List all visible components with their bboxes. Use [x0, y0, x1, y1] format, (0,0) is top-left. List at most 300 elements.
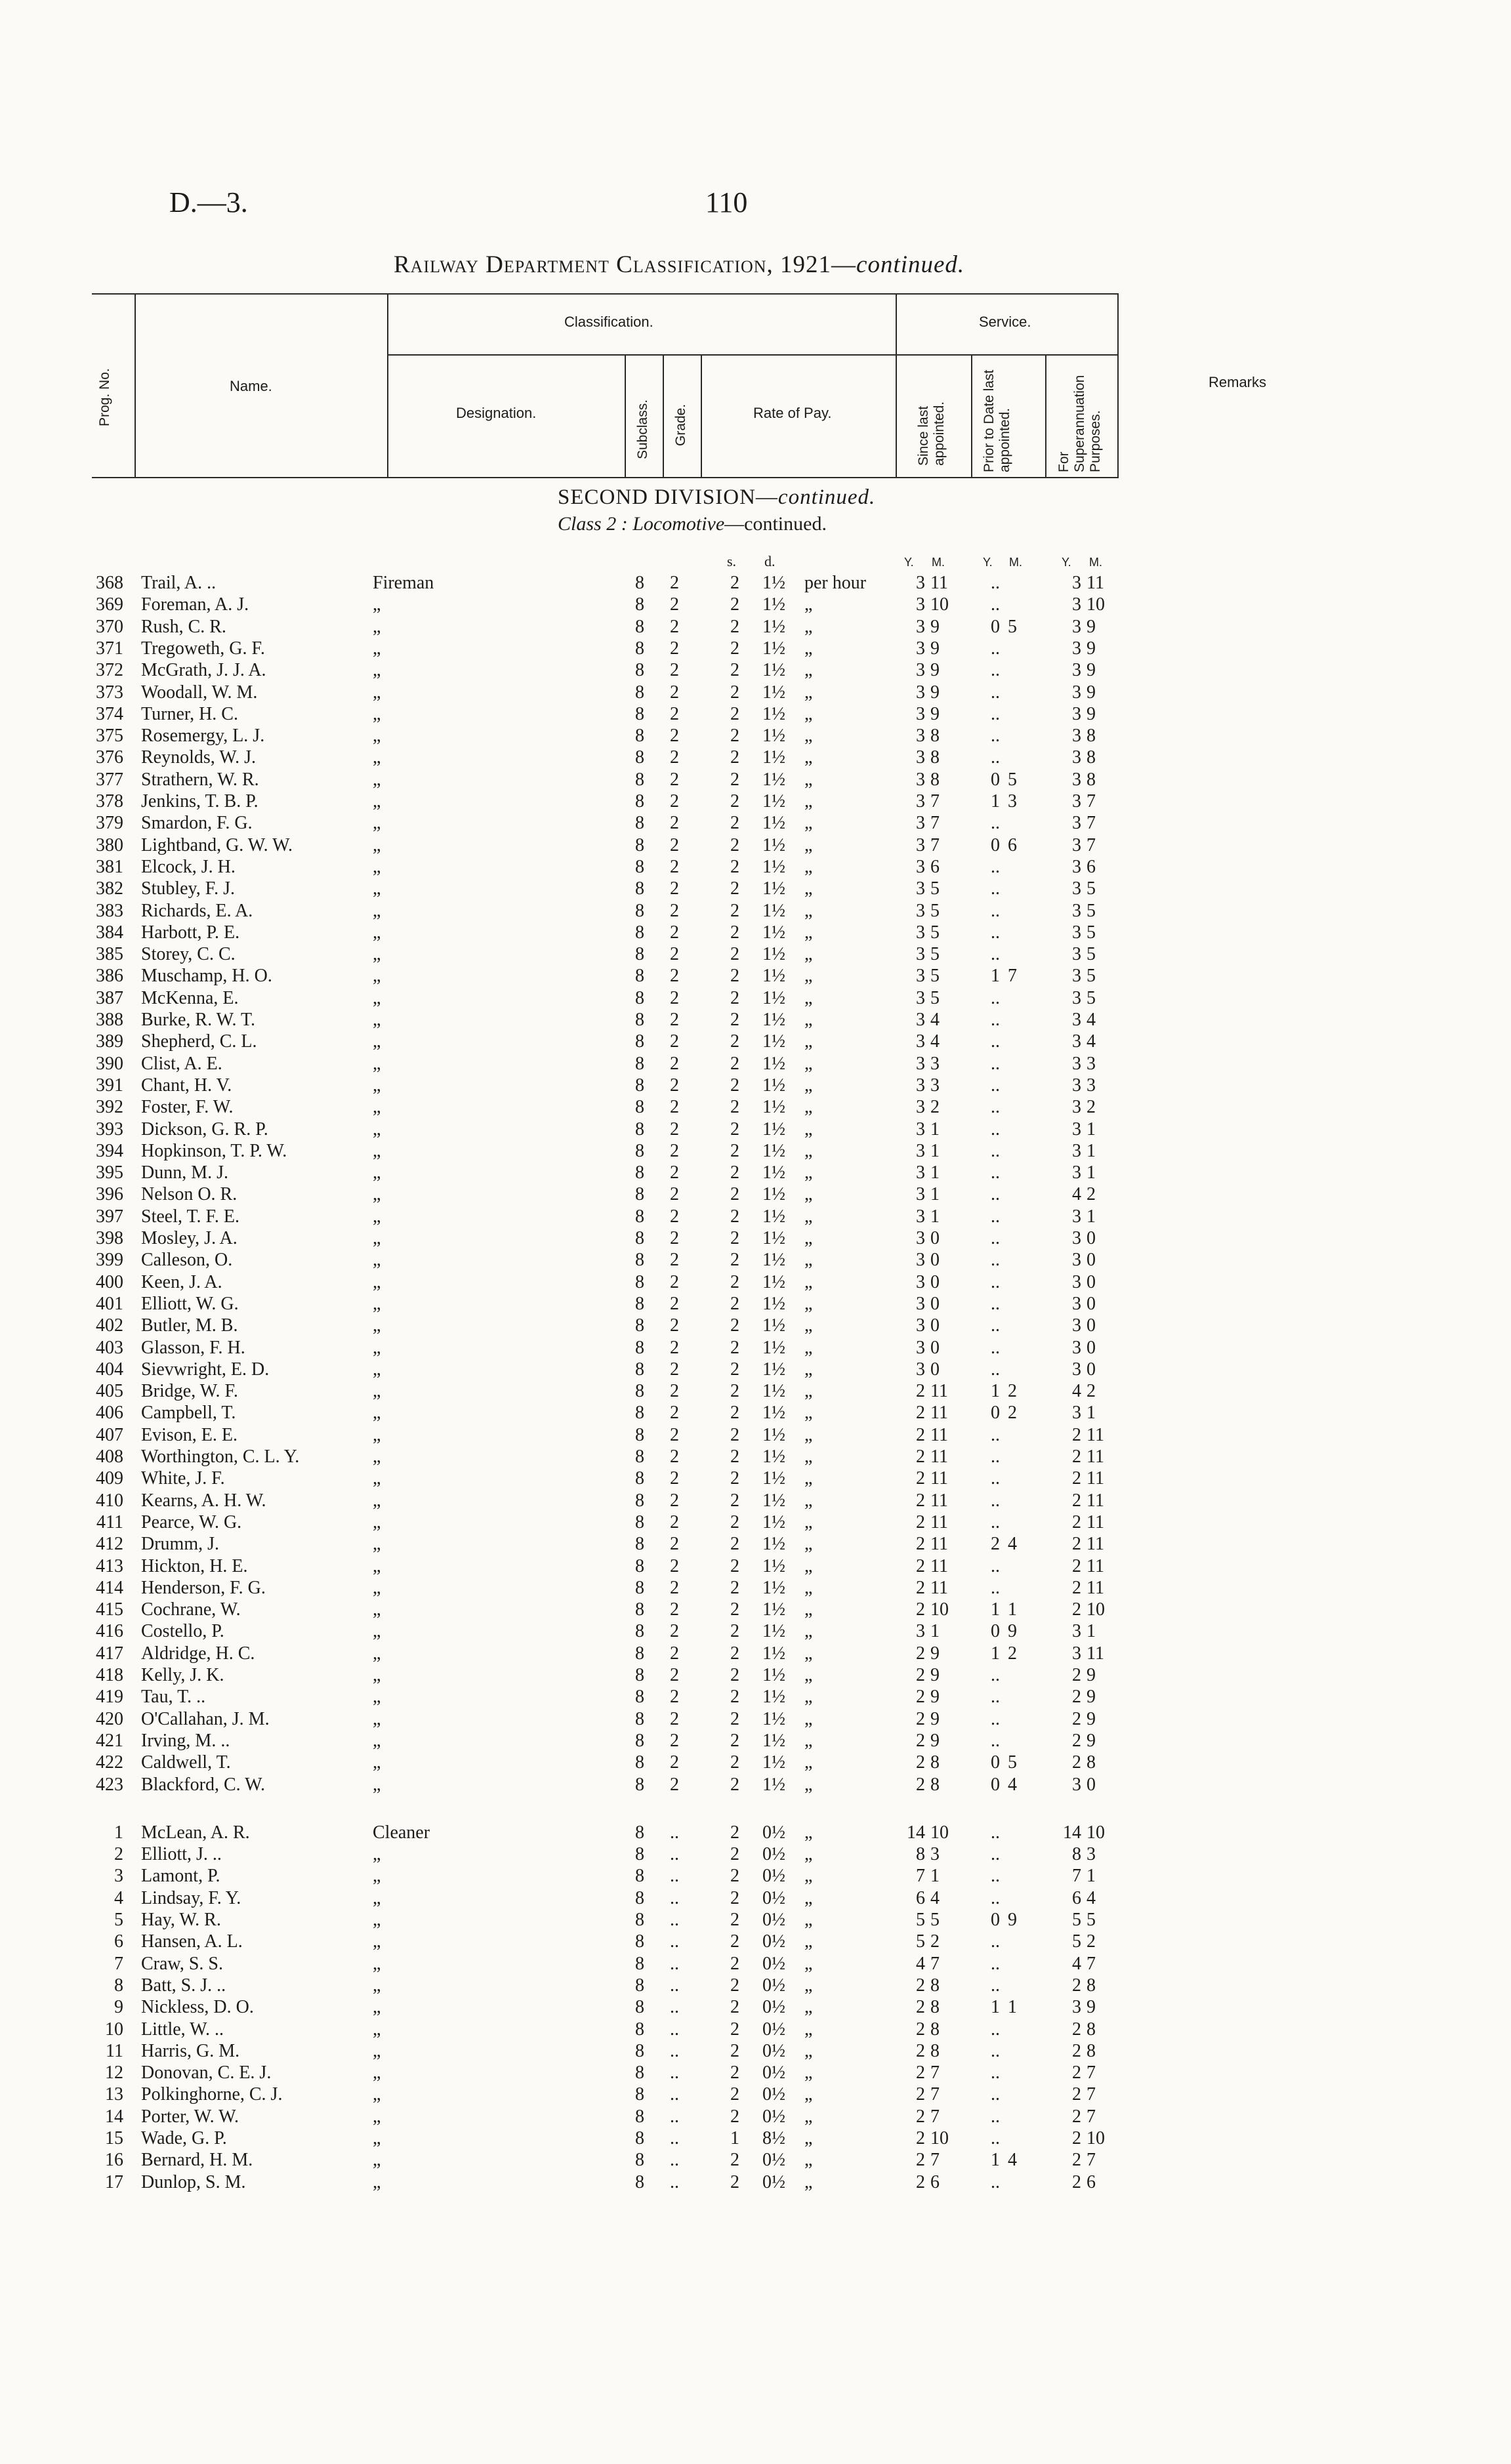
table-row [0, 1975, 1511, 1996]
cell-subclass: 8 [635, 1752, 644, 1773]
cell-rate-pence: 1½ [762, 1774, 785, 1795]
cell-since-months: 11 [930, 573, 948, 593]
cell-grade: 2 [670, 944, 679, 965]
unit-years: Y. [1062, 556, 1071, 569]
cell-prior-years: .. [991, 703, 1000, 724]
cell-rate-pence: 1½ [762, 900, 785, 921]
cell-rate-unit: „ [804, 1010, 813, 1030]
table-row [0, 1446, 1511, 1468]
col-header-classification: Classification. [564, 314, 653, 330]
cell-designation: „ [373, 1708, 381, 1729]
cell-super-years: 3 [1072, 1010, 1081, 1030]
table-row [0, 1490, 1511, 1511]
cell-rate-pence: 1½ [762, 1075, 785, 1096]
cell-rate-unit: „ [804, 1953, 813, 1974]
cell-since-years: 3 [916, 1075, 925, 1096]
cell-prior-years: .. [991, 1424, 1000, 1445]
cell-since-years: 2 [916, 2128, 925, 2148]
cell-rate-shillings: 2 [730, 1424, 739, 1445]
cell-rate-shillings: 2 [730, 1687, 739, 1708]
cell-rate-unit: „ [804, 966, 813, 987]
cell-subclass: 8 [635, 1075, 644, 1096]
cell-super-months: 10 [1087, 594, 1105, 615]
cell-since-months: 7 [930, 2150, 940, 2171]
cell-rate-pence: 1½ [762, 1621, 785, 1642]
cell-since-months: 5 [930, 987, 940, 1008]
cell-super-months: 5 [1087, 1910, 1096, 1930]
cell-prog-no: 4 [114, 1887, 123, 1908]
cell-since-years: 2 [916, 2019, 925, 2040]
cell-rate-pence: 1½ [762, 682, 785, 703]
cell-subclass: 8 [635, 1337, 644, 1358]
table-row [0, 1227, 1511, 1249]
cell-subclass: 8 [635, 2128, 644, 2148]
cell-prior-years: .. [991, 1293, 1000, 1314]
cell-rate-shillings: 2 [730, 1490, 739, 1511]
cell-name: Calleson, O. [141, 1250, 233, 1271]
unit-months: M. [932, 556, 945, 569]
cell-prog-no: 10 [105, 2019, 123, 2040]
cell-super-years: 2 [1072, 2106, 1081, 2127]
cell-subclass: 8 [635, 1010, 644, 1030]
cell-super-months: 0 [1087, 1315, 1096, 1336]
table-row [0, 769, 1511, 791]
cell-super-years: 2 [1072, 1687, 1081, 1708]
cell-prog-no: 385 [96, 944, 123, 965]
cell-since-years: 2 [916, 1447, 925, 1467]
cell-prior-months: 2 [1008, 1403, 1017, 1424]
cell-grade: 2 [670, 1490, 679, 1511]
cell-prog-no: 1 [114, 1822, 123, 1843]
cell-designation: „ [373, 1953, 381, 1974]
cell-prior-years: .. [991, 2040, 1000, 2061]
cell-since-months: 7 [930, 1953, 940, 1974]
cell-since-years: 3 [916, 726, 925, 747]
cell-rate-shillings: 2 [730, 1752, 739, 1773]
class-continued: —continued. [724, 513, 827, 535]
cell-super-years: 2 [1072, 1555, 1081, 1576]
table-row [0, 1380, 1511, 1402]
cell-since-years: 2 [916, 1381, 925, 1402]
cell-rate-pence: 1½ [762, 1228, 785, 1248]
cell-super-years: 3 [1072, 987, 1081, 1008]
table-row [0, 1119, 1511, 1140]
cell-grade: .. [670, 2040, 679, 2061]
cell-grade: .. [670, 2063, 679, 2084]
cell-super-months: 9 [1087, 660, 1096, 681]
cell-grade: 2 [670, 1730, 679, 1751]
cell-rate-pence: 1½ [762, 594, 785, 615]
cell-name: Harbott, P. E. [141, 922, 240, 943]
table-row [0, 2171, 1511, 2193]
cell-super-years: 5 [1072, 1910, 1081, 1930]
cell-designation: „ [373, 900, 381, 921]
cell-grade: 2 [670, 1010, 679, 1030]
cell-name: Lindsay, F. Y. [141, 1887, 241, 1908]
cell-rate-shillings: 2 [730, 1534, 739, 1555]
cell-super-months: 3 [1087, 1075, 1096, 1096]
cell-super-months: 11 [1087, 1555, 1104, 1576]
cell-rate-pence: 1½ [762, 1511, 785, 1532]
cell-rate-pence: 1½ [762, 834, 785, 855]
cell-rate-pence: 1½ [762, 1271, 785, 1292]
cell-prior-years: .. [991, 2171, 1000, 2192]
col-header-service: Service. [979, 314, 1031, 330]
cell-prior-years: 0 [991, 834, 1000, 855]
cell-rate-pence: 1½ [762, 1468, 785, 1489]
table-row [0, 1096, 1511, 1118]
cell-rate-shillings: 2 [730, 2040, 739, 2061]
cell-prior-months: 9 [1008, 1621, 1017, 1642]
cell-rate-unit: „ [804, 1774, 813, 1795]
col-header-remarks: Remarks [1209, 374, 1267, 390]
cell-super-years: 3 [1072, 703, 1081, 724]
cell-prog-no: 386 [96, 966, 123, 987]
cell-super-months: 8 [1087, 726, 1096, 747]
col-rule [663, 354, 664, 478]
cell-designation: „ [373, 987, 381, 1008]
cell-designation: „ [373, 1447, 381, 1467]
cell-prior-years: .. [991, 1250, 1000, 1271]
cell-prog-no: 3 [114, 1866, 123, 1887]
cell-rate-shillings: 2 [730, 1271, 739, 1292]
cell-grade: 2 [670, 1271, 679, 1292]
cell-grade: .. [670, 2171, 679, 2192]
cell-rate-unit: „ [804, 1844, 813, 1865]
cell-rate-pence: 0½ [762, 1931, 785, 1952]
cell-super-years: 3 [1072, 1075, 1081, 1096]
cell-designation: „ [373, 1119, 381, 1140]
cell-designation: „ [373, 2106, 381, 2127]
cell-subclass: 8 [635, 1953, 644, 1974]
cell-prior-years: .. [991, 987, 1000, 1008]
cell-since-years: 2 [916, 2150, 925, 2171]
table-row [0, 1424, 1511, 1446]
cell-rate-unit: „ [804, 2019, 813, 2040]
cell-grade: 2 [670, 1228, 679, 1248]
cell-grade: 2 [670, 1555, 679, 1576]
cell-grade: 2 [670, 1315, 679, 1336]
cell-subclass: 8 [635, 1053, 644, 1074]
cell-prior-years: .. [991, 1844, 1000, 1865]
cell-prog-no: 381 [96, 856, 123, 877]
cell-subclass: 8 [635, 1447, 644, 1467]
cell-prior-months: 2 [1008, 1381, 1017, 1402]
cell-rate-unit: „ [804, 1381, 813, 1402]
cell-prior-years: .. [991, 1490, 1000, 1511]
cell-rate-unit: „ [804, 1293, 813, 1314]
cell-since-months: 8 [930, 726, 940, 747]
cell-rate-pence: 1½ [762, 1403, 785, 1424]
cell-subclass: 8 [635, 726, 644, 747]
cell-name: Rush, C. R. [141, 616, 226, 637]
cell-since-months: 0 [930, 1228, 940, 1248]
cell-prior-years: .. [991, 638, 1000, 659]
cell-designation: „ [373, 1271, 381, 1292]
cell-super-years: 3 [1072, 1119, 1081, 1140]
cell-rate-unit: „ [804, 1866, 813, 1887]
table-row [0, 1293, 1511, 1315]
cell-super-months: 7 [1087, 2150, 1096, 2171]
cell-prior-years: 1 [991, 791, 1000, 811]
cell-designation: Cleaner [373, 1822, 430, 1843]
cell-since-months: 3 [930, 1075, 940, 1096]
cell-designation: „ [373, 1337, 381, 1358]
cell-super-months: 11 [1087, 1490, 1104, 1511]
cell-super-months: 11 [1087, 1424, 1104, 1445]
cell-since-months: 10 [930, 594, 949, 615]
cell-prior-months: 5 [1008, 616, 1017, 637]
cell-name: Kearns, A. H. W. [141, 1490, 266, 1511]
cell-super-years: 3 [1072, 1031, 1081, 1052]
cell-since-years: 2 [916, 1774, 925, 1795]
cell-designation: „ [373, 1774, 381, 1795]
cell-prior-years: 0 [991, 1621, 1000, 1642]
cell-prior-months: 6 [1008, 834, 1017, 855]
cell-since-months: 11 [930, 1577, 948, 1598]
cell-super-years: 3 [1072, 1097, 1081, 1118]
cell-rate-unit: „ [804, 1359, 813, 1380]
cell-prog-no: 2 [114, 1844, 123, 1865]
cell-rate-pence: 1½ [762, 769, 785, 790]
cell-since-months: 1 [930, 1866, 940, 1887]
header-mid-rule [387, 354, 1119, 356]
cell-super-months: 1 [1087, 1403, 1096, 1424]
cell-super-years: 4 [1072, 1953, 1081, 1974]
cell-prior-years: .. [991, 1010, 1000, 1030]
cell-designation: „ [373, 2019, 381, 2040]
table-row [0, 1511, 1511, 1533]
cell-rate-shillings: 2 [730, 703, 739, 724]
cell-name: Polkinghorne, C. J. [141, 2084, 283, 2105]
cell-prog-no: 419 [96, 1687, 123, 1708]
cell-name: Craw, S. S. [141, 1953, 223, 1974]
cell-name: Harris, G. M. [141, 2040, 240, 2061]
cell-since-months: 1 [930, 1162, 940, 1183]
cell-prog-no: 394 [96, 1140, 123, 1161]
cell-rate-pence: 1½ [762, 856, 785, 877]
cell-super-years: 6 [1072, 1887, 1081, 1908]
cell-designation: „ [373, 1250, 381, 1271]
cell-grade: .. [670, 2084, 679, 2105]
cell-rate-pence: 1½ [762, 1315, 785, 1336]
cell-subclass: 8 [635, 878, 644, 899]
cell-rate-unit: „ [804, 1447, 813, 1467]
cell-rate-shillings: 2 [730, 747, 739, 768]
cell-rate-pence: 8½ [762, 2128, 785, 2148]
table-row [0, 1599, 1511, 1620]
cell-super-months: 11 [1087, 1643, 1104, 1664]
table-row [0, 878, 1511, 899]
cell-name: Reynolds, W. J. [141, 747, 257, 768]
cell-prog-no: 376 [96, 747, 123, 768]
cell-prior-years: .. [991, 1931, 1000, 1952]
cell-subclass: 8 [635, 1511, 644, 1532]
cell-rate-unit: „ [804, 1708, 813, 1729]
cell-prior-years: .. [991, 1708, 1000, 1729]
cell-grade: 2 [670, 878, 679, 899]
cell-rate-pence: 0½ [762, 1975, 785, 1996]
cell-super-months: 7 [1087, 2063, 1096, 2084]
header-top-rule [92, 293, 1119, 295]
cell-name: Clist, A. E. [141, 1053, 222, 1074]
cell-super-months: 7 [1087, 2106, 1096, 2127]
table-row [0, 1931, 1511, 1952]
cell-rate-unit: „ [804, 2063, 813, 2084]
table-row [0, 1249, 1511, 1271]
cell-super-months: 9 [1087, 638, 1096, 659]
cell-subclass: 8 [635, 834, 644, 855]
cell-rate-pence: 0½ [762, 2063, 785, 2084]
cell-rate-unit: „ [804, 2106, 813, 2127]
col-rule [1117, 293, 1119, 478]
cell-rate-shillings: 2 [730, 1599, 739, 1620]
cell-super-months: 11 [1087, 1447, 1104, 1467]
cell-name: Richards, E. A. [141, 900, 253, 921]
cell-prog-no: 8 [114, 1975, 123, 1996]
cell-prog-no: 7 [114, 1953, 123, 1974]
cell-rate-shillings: 2 [730, 1097, 739, 1118]
cell-since-months: 10 [930, 1822, 949, 1843]
cell-rate-shillings: 2 [730, 1468, 739, 1489]
cell-subclass: 8 [635, 1271, 644, 1292]
cell-rate-unit: „ [804, 2171, 813, 2192]
cell-subclass: 8 [635, 966, 644, 987]
cell-since-months: 3 [930, 1844, 940, 1865]
class-label: Class 2 : [558, 513, 633, 535]
cell-since-years: 2 [916, 2040, 925, 2061]
cell-prior-years: .. [991, 1206, 1000, 1227]
cell-prior-years: .. [991, 682, 1000, 703]
cell-rate-pence: 1½ [762, 1424, 785, 1445]
cell-name: Hansen, A. L. [141, 1931, 243, 1952]
cell-grade: 2 [670, 1708, 679, 1729]
cell-name: Bernard, H. M. [141, 2150, 253, 2171]
cell-prog-no: 368 [96, 573, 123, 593]
cell-rate-shillings: 2 [730, 638, 739, 659]
cell-super-years: 3 [1072, 1774, 1081, 1795]
cell-grade: .. [670, 1910, 679, 1930]
cell-since-years: 3 [916, 1337, 925, 1358]
cell-subclass: 8 [635, 1031, 644, 1052]
table-row [0, 922, 1511, 943]
cell-rate-unit: „ [804, 1184, 813, 1205]
cell-since-months: 9 [930, 1708, 940, 1729]
cell-grade: 2 [670, 1534, 679, 1555]
cell-prior-years: .. [991, 2063, 1000, 2084]
cell-grade: 2 [670, 1687, 679, 1708]
cell-since-months: 11 [930, 1555, 948, 1576]
cell-grade: .. [670, 1997, 679, 2018]
cell-super-years: 3 [1072, 856, 1081, 877]
cell-rate-shillings: 2 [730, 1031, 739, 1052]
cell-rate-unit: „ [804, 1271, 813, 1292]
cell-prog-no: 420 [96, 1708, 123, 1729]
cell-designation: „ [373, 1140, 381, 1161]
cell-rate-pence: 1½ [762, 987, 785, 1008]
cell-since-years: 3 [916, 1010, 925, 1030]
cell-grade: 2 [670, 747, 679, 768]
table-row [0, 747, 1511, 768]
cell-super-months: 7 [1087, 791, 1096, 811]
cell-rate-pence: 1½ [762, 922, 785, 943]
cell-prog-no: 387 [96, 987, 123, 1008]
cell-name: Tregoweth, G. F. [141, 638, 265, 659]
cell-rate-pence: 1½ [762, 878, 785, 899]
cell-rate-unit: „ [804, 703, 813, 724]
cell-subclass: 8 [635, 616, 644, 637]
cell-since-months: 7 [930, 2063, 940, 2084]
cell-rate-shillings: 2 [730, 987, 739, 1008]
cell-super-years: 2 [1072, 2040, 1081, 2061]
cell-super-months: 0 [1087, 1228, 1096, 1248]
cell-rate-pence: 0½ [762, 1822, 785, 1843]
cell-name: Rosemergy, L. J. [141, 726, 265, 747]
cell-rate-pence: 1½ [762, 1250, 785, 1271]
cell-prior-months: 5 [1008, 1752, 1017, 1773]
cell-grade: 2 [670, 856, 679, 877]
cell-super-months: 5 [1087, 944, 1096, 965]
cell-rate-unit: „ [804, 2150, 813, 2171]
cell-rate-pence: 1½ [762, 573, 785, 593]
cell-grade: .. [670, 1887, 679, 1908]
cell-designation: „ [373, 1381, 381, 1402]
cell-since-years: 3 [916, 813, 925, 834]
table-row [0, 1887, 1511, 1909]
cell-prior-years: 0 [991, 1403, 1000, 1424]
cell-rate-shillings: 2 [730, 1447, 739, 1467]
cell-super-years: 2 [1072, 1468, 1081, 1489]
cell-grade: 2 [670, 1097, 679, 1118]
cell-subclass: 8 [635, 769, 644, 790]
cell-name: Aldridge, H. C. [141, 1643, 255, 1664]
cell-since-years: 5 [916, 1910, 925, 1930]
cell-prog-no: 382 [96, 878, 123, 899]
cell-designation: „ [373, 1228, 381, 1248]
cell-rate-pence: 1½ [762, 638, 785, 659]
table-row [0, 659, 1511, 681]
cell-super-years: 3 [1072, 966, 1081, 987]
cell-super-months: 7 [1087, 1953, 1096, 1974]
cell-subclass: 8 [635, 594, 644, 615]
cell-rate-pence: 1½ [762, 1730, 785, 1751]
cell-super-years: 2 [1072, 2019, 1081, 2040]
cell-grade: 2 [670, 682, 679, 703]
cell-grade: 2 [670, 660, 679, 681]
cell-prog-no: 410 [96, 1490, 123, 1511]
cell-since-years: 2 [916, 1555, 925, 1576]
col-header-designation: Designation. [456, 405, 537, 421]
cell-since-months: 5 [930, 878, 940, 899]
cell-since-months: 4 [930, 1887, 940, 1908]
cell-prior-years: 1 [991, 2150, 1000, 2171]
cell-designation: „ [373, 1293, 381, 1314]
cell-rate-pence: 1½ [762, 1534, 785, 1555]
cell-designation: „ [373, 1643, 381, 1664]
cell-subclass: 8 [635, 1844, 644, 1865]
table-row [0, 1664, 1511, 1686]
cell-subclass: 8 [635, 1206, 644, 1227]
cell-prior-months: 7 [1008, 966, 1017, 987]
cell-rate-pence: 0½ [762, 2040, 785, 2061]
cell-grade: .. [670, 1866, 679, 1887]
cell-rate-shillings: 2 [730, 834, 739, 855]
cell-subclass: 8 [635, 1866, 644, 1887]
cell-prior-years: .. [991, 1097, 1000, 1118]
cell-name: Smardon, F. G. [141, 813, 253, 834]
cell-super-years: 3 [1072, 878, 1081, 899]
cell-since-years: 3 [916, 573, 925, 593]
